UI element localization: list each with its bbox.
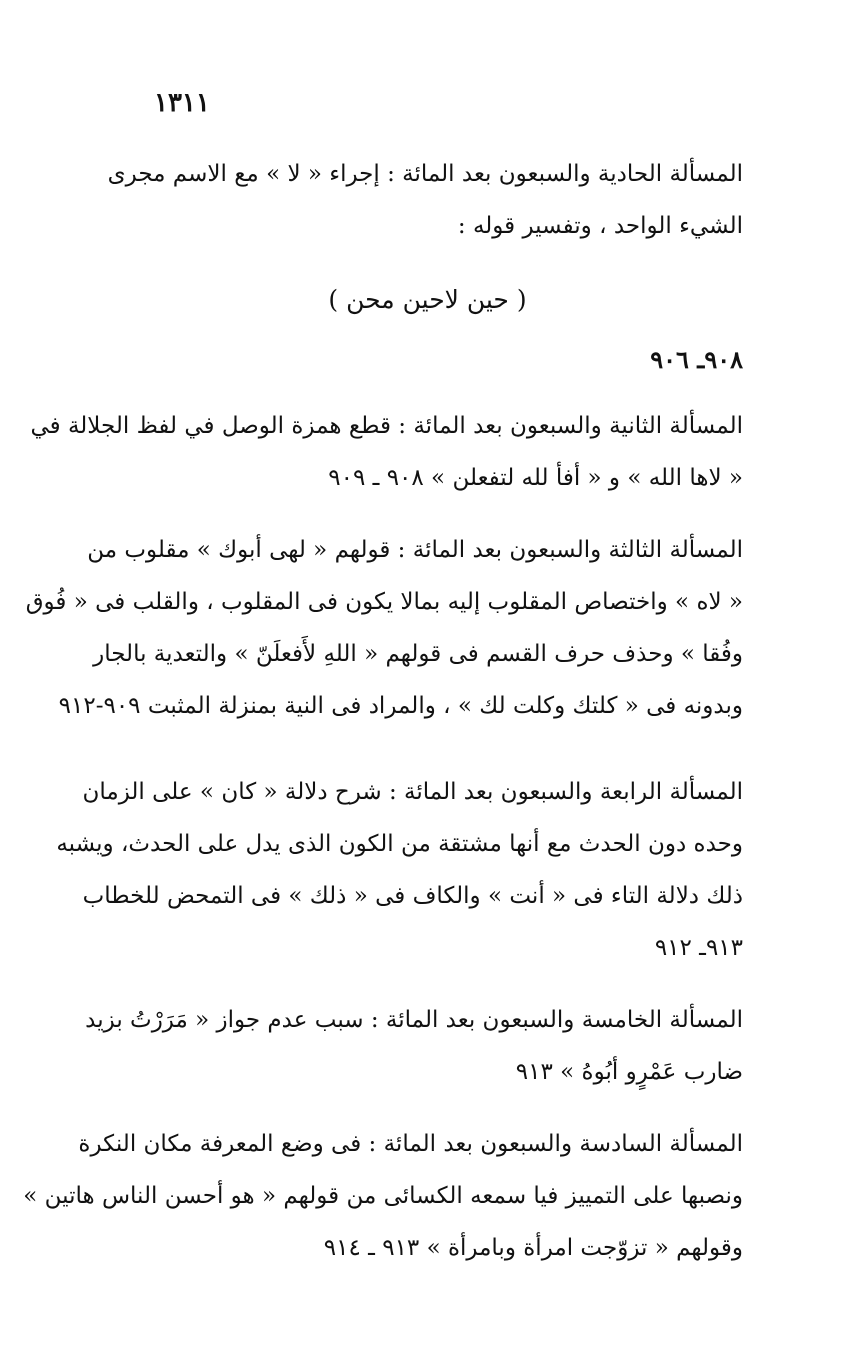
text-line: المسألة الخامسة والسبعون بعد المائة : سبب عدم جواز « مَرَرْتُ بزيد (85, 1007, 743, 1033)
text-line: المسألة السادسة والسبعون بعد المائة : فى وضع المعرفة مكان النكرة (78, 1131, 743, 1157)
question-176-text (23, 1118, 743, 1274)
question-171-text (107, 148, 743, 252)
text-line: وقولهم « تزوّجت امرأة وبامرأة » ٩١٣ ـ ٩١٤ (323, 1235, 743, 1261)
text-line: الشيء الواحد ، وتفسير قوله : (457, 213, 743, 239)
page-number: ١٣١١ (154, 88, 210, 118)
text-line: ٩١٣ـ ٩١٢ (654, 935, 743, 961)
text-line: وفُقا » وحذف حرف القسم فى قولهم « اللهِ لأَفعلَنّ » والتعدية بالجار (93, 641, 743, 667)
text-line: ونصبها على التمييز فيا سمعه الكسائى من قولهم « هو أحسن الناس هاتين » (23, 1183, 743, 1209)
text-line: « لاها الله » و « أفأ لله لتفعلن » ٩٠٨ ـ ٩٠٩ (328, 465, 743, 491)
text-line: ضارب عَمْرٍو أبُوهُ » ٩١٣ (515, 1059, 743, 1085)
text-line: وبدونه فى « كلتك وكلت لك » ، والمراد فى النية بمنزلة المثبت ٩٠٩-٩١٢ (58, 693, 743, 719)
question-174-text (56, 766, 743, 974)
question-175-text (85, 994, 743, 1098)
text-line: وحده دون الحدث مع أنها مشتقة من الكون الذى يدل على الحدث، ويشبه (56, 831, 743, 857)
poetry-quote: ( حين لاحين محن ) (328, 285, 527, 314)
question-172-text (30, 400, 743, 504)
text-line: المسألة الرابعة والسبعون بعد المائة : شرح دلالة « كان » على الزمان (82, 779, 743, 805)
text-line: المسألة الثانية والسبعون بعد المائة : قطع همزة الوصل في لفظ الجلالة في (30, 413, 743, 439)
text-line: المسألة الحادية والسبعون بعد المائة : إجراء « لا » مع الاسم مجرى (107, 161, 743, 187)
text-line: ذلك دلالة التاء فى « أنت » والكاف فى « ذلك » فى التمحض للخطاب (82, 883, 743, 909)
text-line: « لاه » واختصاص المقلوب إليه بمالا يكون فى المقلوب ، والقلب فى « فُوق (25, 589, 743, 615)
text-line: المسألة الثالثة والسبعون بعد المائة : قولهم « لهى أبوك » مقلوب من (87, 537, 743, 563)
page-reference: ٩٠٨ـ ٩٠٦ (650, 345, 743, 374)
question-173-text (25, 524, 743, 732)
